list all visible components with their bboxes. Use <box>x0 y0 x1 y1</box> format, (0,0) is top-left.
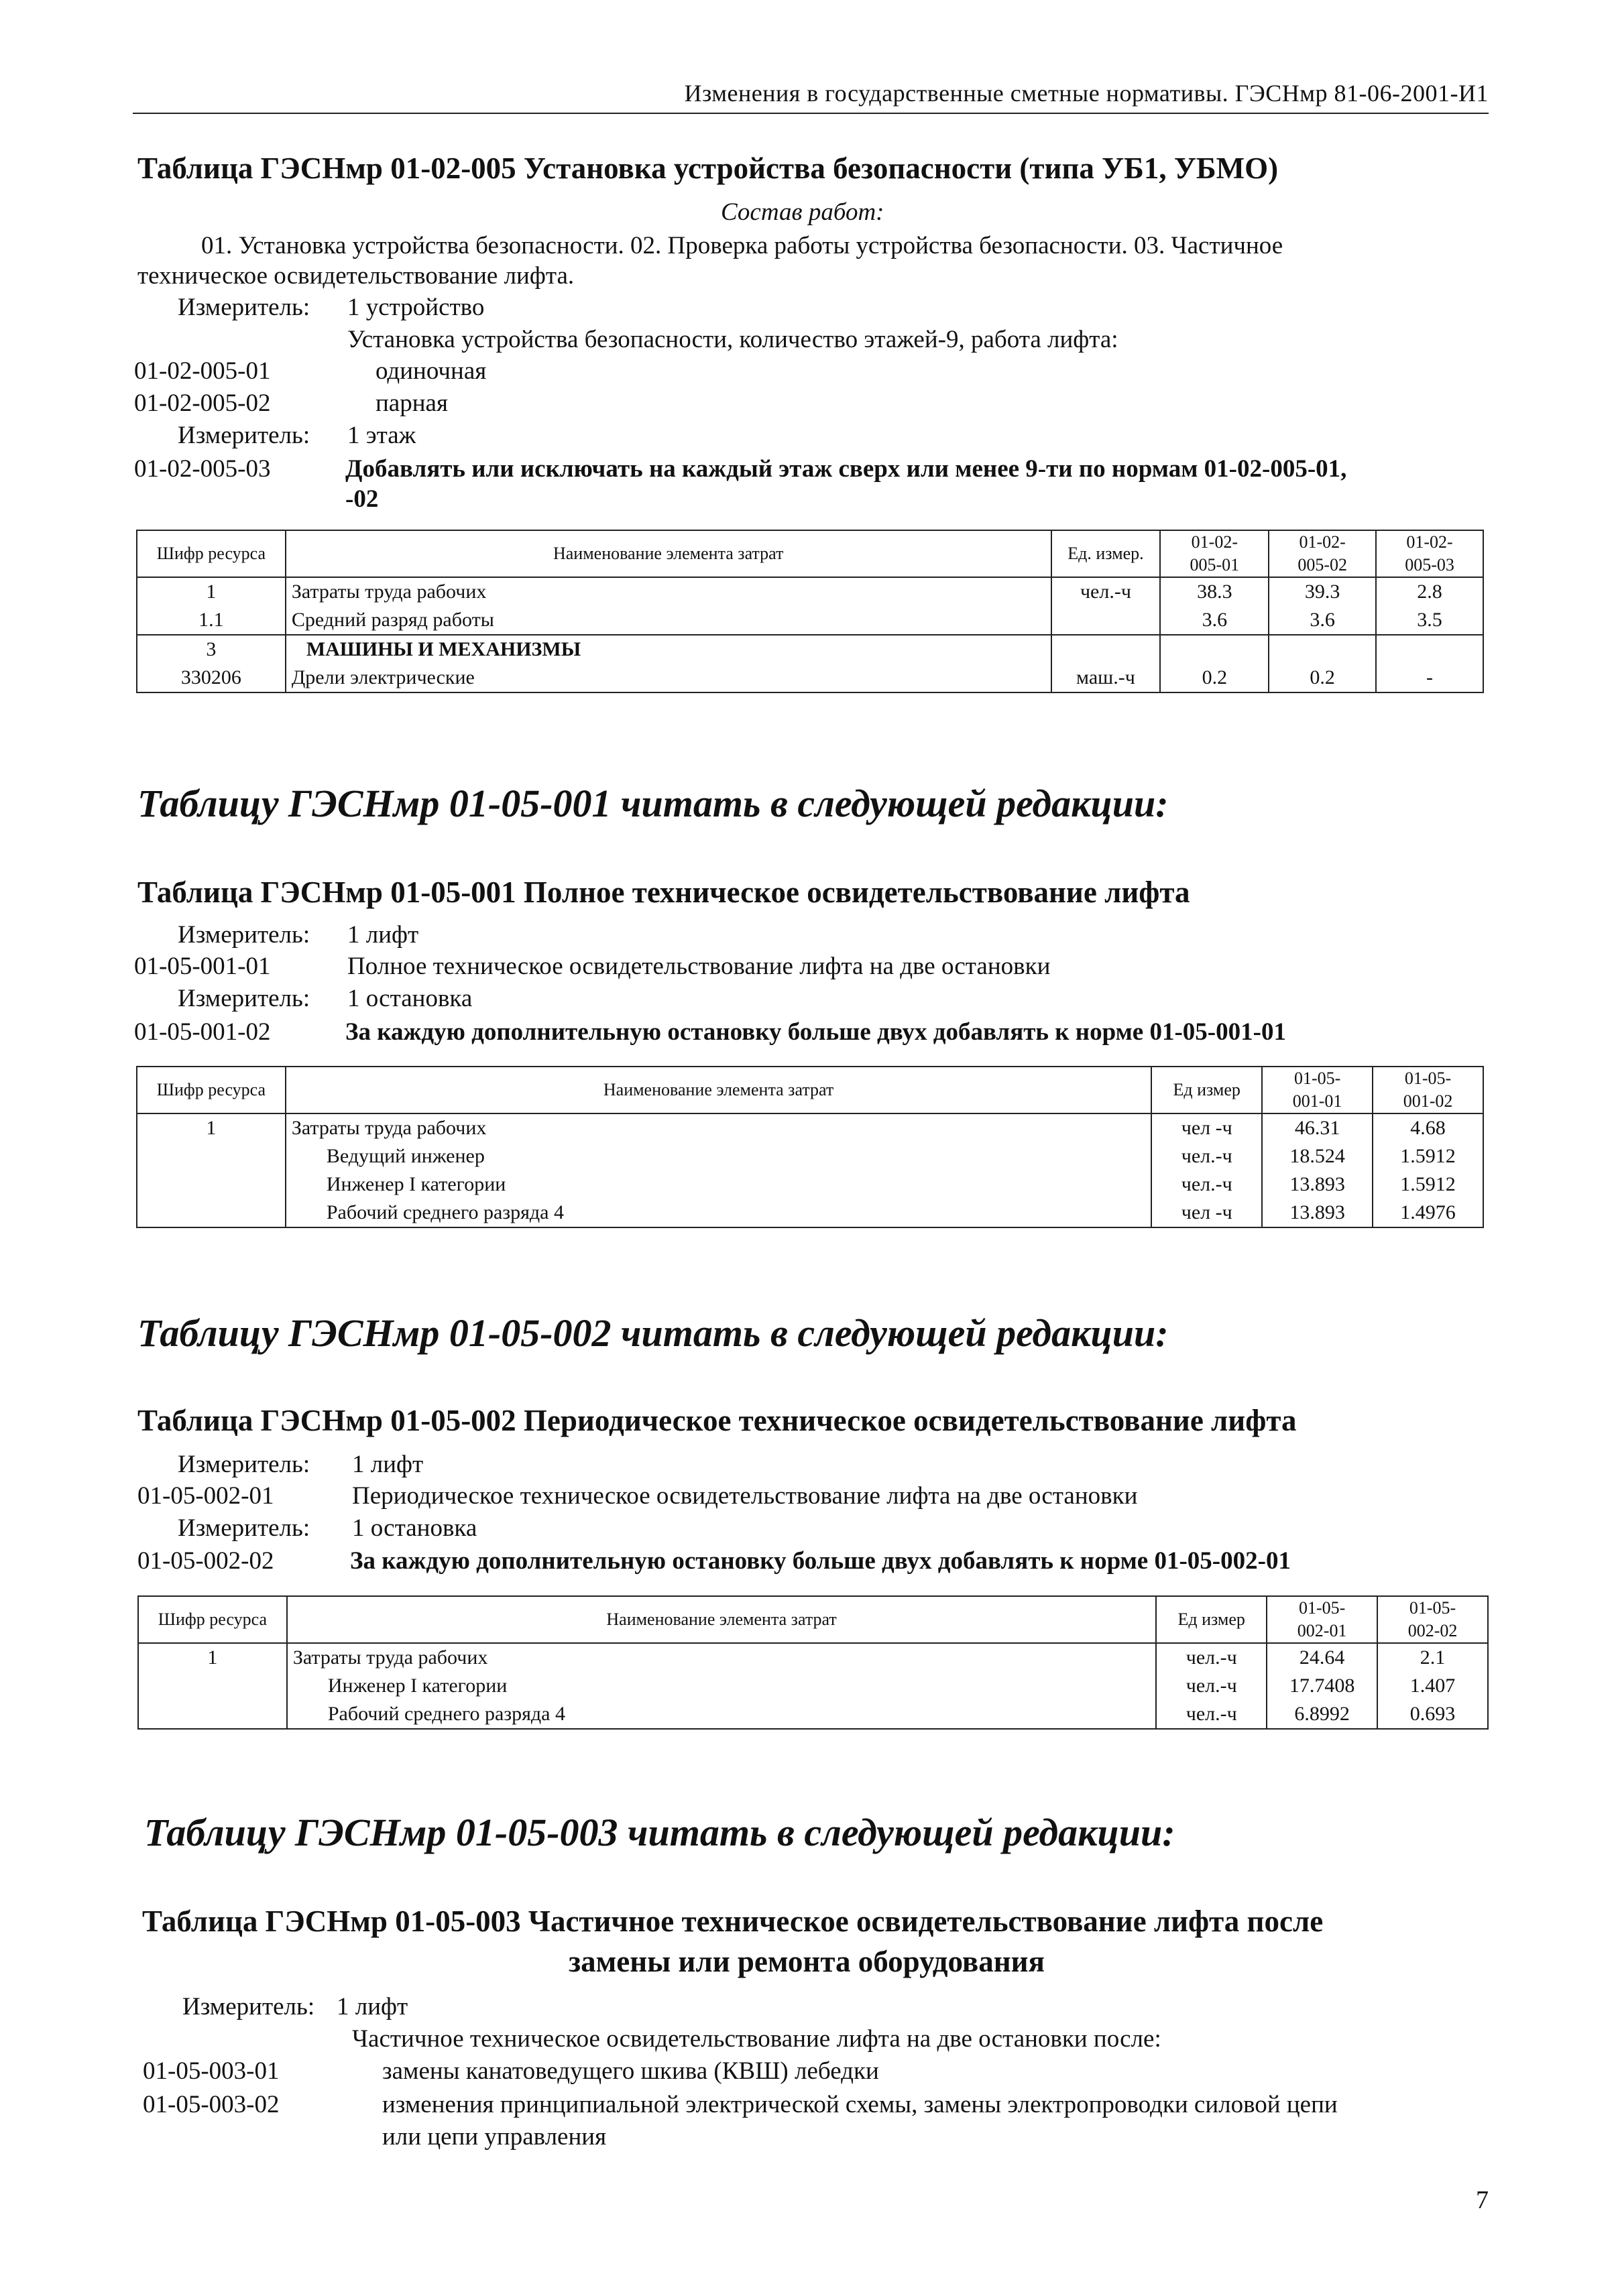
table-row <box>137 577 1483 606</box>
col-header-norm: 01-05- 002-01 <box>1267 1596 1377 1643</box>
table-row <box>137 1199 1483 1227</box>
cell-unit <box>1051 635 1161 664</box>
cell-code: 1 <box>137 577 286 606</box>
table-row <box>137 1142 1483 1170</box>
measure-value: 1 лифт <box>347 921 419 949</box>
resource-table-01-05-001 <box>136 1066 1484 1228</box>
cell-code: 1 <box>138 1643 287 1672</box>
measure-value: 1 устройство <box>347 294 485 321</box>
cell-name: Затраты труда рабочих <box>286 1113 1151 1142</box>
norm-text: За каждую дополнительную остановку больше двух добавлять к норме 01-05-002-01 <box>350 1547 1291 1575</box>
table-row <box>138 1643 1488 1672</box>
norm-intro: Установка устройства безопасности, количество этажей-9, работа лифта: <box>347 326 1118 353</box>
cell-value: 3.6 <box>1269 606 1376 635</box>
cell-value: 38.3 <box>1160 577 1269 606</box>
norm-intro: Частичное техническое освидетельствование лифта на две остановки после: <box>352 2025 1161 2053</box>
resource-table-01-02-005 <box>136 530 1484 693</box>
norm-code: 01-05-003-02 <box>143 2091 280 2118</box>
col-header-unit: Ед измер <box>1156 1596 1267 1643</box>
col-header-code: Шифр ресурса <box>138 1596 287 1643</box>
norm-code: 01-02-005-02 <box>134 389 271 417</box>
cell-code <box>138 1700 287 1729</box>
cell-value: 2.1 <box>1377 1643 1488 1672</box>
cell-code: 1.1 <box>137 606 286 635</box>
measure-value: 1 лифт <box>337 1993 408 2020</box>
cell-name: Дрели электрические <box>286 664 1051 692</box>
col-header-code: Шифр ресурса <box>137 530 286 577</box>
norm-text: Полное техническое освидетельствование лифта на две остановки <box>347 953 1051 980</box>
col-header-unit: Ед измер <box>1151 1067 1262 1113</box>
norm-code: 01-02-005-03 <box>134 455 271 483</box>
norm-text: изменения принципиальной электрической схемы, замены электропроводки силовой цепи <box>382 2091 1338 2118</box>
col-header-code: Шифр ресурса <box>137 1067 286 1113</box>
table-title-01-05-003-cont: замены или ремонта оборудования <box>569 1945 1045 1978</box>
cell-unit: чел.-ч <box>1151 1142 1262 1170</box>
cell-name: Затраты труда рабочих <box>286 577 1051 606</box>
table-row <box>137 664 1483 692</box>
cell-value: 17.7408 <box>1267 1672 1377 1700</box>
cell-name: МАШИНЫ И МЕХАНИЗМЫ <box>286 635 1051 664</box>
measure-value: 1 лифт <box>352 1451 424 1478</box>
cell-name: Инженер I категории <box>286 1170 1151 1199</box>
col-header-norm: 01-05- 001-02 <box>1373 1067 1483 1113</box>
cell-name: Ведущий инженер <box>286 1142 1151 1170</box>
redaction-note-01-05-003: Таблицу ГЭСНмр 01-05-003 читать в следующей редакции: <box>144 1811 1175 1854</box>
cell-unit: чел.-ч <box>1151 1170 1262 1199</box>
cell-value: 39.3 <box>1269 577 1376 606</box>
norm-text: парная <box>376 389 448 417</box>
header-rule <box>133 113 1489 114</box>
cell-unit: чел.-ч <box>1156 1700 1267 1729</box>
table-row <box>137 1170 1483 1199</box>
measure-label: Измеритель: <box>182 1993 315 2020</box>
cell-value: 6.8992 <box>1267 1700 1377 1729</box>
cell-unit: чел.-ч <box>1051 577 1161 606</box>
cell-value: 3.5 <box>1376 606 1483 635</box>
cell-value <box>1160 635 1269 664</box>
work-composition-text-2: техническое освидетельствование лифта. <box>137 262 575 290</box>
norm-code: 01-05-001-01 <box>134 953 271 980</box>
cell-value: 1.5912 <box>1373 1170 1483 1199</box>
cell-code: 1 <box>137 1113 286 1142</box>
table-row <box>138 1672 1488 1700</box>
table-title-01-05-002: Таблица ГЭСНмр 01-05-002 Периодическое техническое освидетельствование лифта <box>137 1404 1297 1437</box>
cell-code <box>137 1199 286 1227</box>
table-title-01-02-005: Таблица ГЭСНмр 01-02-005 Установка устройства безопасности (типа УБ1, УБМО) <box>137 152 1279 185</box>
cell-value: 0.2 <box>1269 664 1376 692</box>
cell-name: Инженер I категории <box>287 1672 1156 1700</box>
norm-text-cont: -02 <box>345 485 379 513</box>
cell-value: 1.4976 <box>1373 1199 1483 1227</box>
col-header-norm: 01-02- 005-01 <box>1160 530 1269 577</box>
norm-text: Добавлять или исключать на каждый этаж сверх или менее 9-ти по нормам 01-02-005-01, <box>345 455 1347 483</box>
redaction-note-01-05-002: Таблицу ГЭСНмр 01-05-002 читать в следующей редакции: <box>137 1311 1169 1355</box>
cell-code <box>138 1672 287 1700</box>
cell-unit: маш.-ч <box>1051 664 1161 692</box>
col-header-norm: 01-05- 001-01 <box>1262 1067 1373 1113</box>
col-header-name: Наименование элемента затрат <box>286 530 1051 577</box>
norm-code: 01-05-003-01 <box>143 2057 280 2085</box>
resource-table-01-05-002 <box>137 1595 1489 1730</box>
cell-unit: чел.-ч <box>1156 1672 1267 1700</box>
norm-code: 01-05-001-02 <box>134 1018 271 1046</box>
cell-value: 46.31 <box>1262 1113 1373 1142</box>
cell-value: 3.6 <box>1160 606 1269 635</box>
running-header: Изменения в государственные сметные нормативы. ГЭСНмр 81-06-2001-И1 <box>684 80 1489 107</box>
measure-label: Измеритель: <box>178 921 310 949</box>
cell-unit: чел.-ч <box>1156 1643 1267 1672</box>
cell-name: Рабочий среднего разряда 4 <box>287 1700 1156 1729</box>
norm-text: Периодическое техническое освидетельствование лифта на две остановки <box>352 1482 1138 1510</box>
table-row <box>137 1113 1483 1142</box>
cell-unit: чел -ч <box>1151 1113 1262 1142</box>
col-header-name: Наименование элемента затрат <box>286 1067 1151 1113</box>
cell-unit <box>1051 606 1161 635</box>
cell-value: 0.693 <box>1377 1700 1488 1729</box>
measure-value: 1 остановка <box>352 1514 477 1542</box>
table-title-01-05-001: Таблица ГЭСНмр 01-05-001 Полное техническое освидетельствование лифта <box>137 875 1190 909</box>
cell-value: 1.5912 <box>1373 1142 1483 1170</box>
cell-code <box>137 1142 286 1170</box>
cell-code: 3 <box>137 635 286 664</box>
table-row <box>137 635 1483 664</box>
page-number: 7 <box>1476 2186 1489 2214</box>
norm-text-cont: или цепи управления <box>382 2123 607 2151</box>
norm-text: замены канатоведущего шкива (КВШ) лебедки <box>382 2057 879 2085</box>
measure-label: Измеритель: <box>178 1514 310 1542</box>
cell-value: 1.407 <box>1377 1672 1488 1700</box>
norm-text: одиночная <box>376 357 487 385</box>
cell-value: - <box>1376 664 1483 692</box>
measure-value: 1 остановка <box>347 985 473 1012</box>
cell-code: 330206 <box>137 664 286 692</box>
norm-code: 01-02-005-01 <box>134 357 271 385</box>
norm-code: 01-05-002-02 <box>137 1547 274 1575</box>
measure-label: Измеритель: <box>178 294 310 321</box>
col-header-name: Наименование элемента затрат <box>287 1596 1156 1643</box>
col-header-unit: Ед. измер. <box>1051 530 1161 577</box>
measure-label: Измеритель: <box>178 1451 310 1478</box>
work-composition-text-1: 01. Установка устройства безопасности. 02. Проверка работы устройства безопасности. 03. Частичное <box>201 232 1283 259</box>
cell-name: Рабочий среднего разряда 4 <box>286 1199 1151 1227</box>
table-title-01-05-003: Таблица ГЭСНмр 01-05-003 Частичное техническое освидетельствование лифта после <box>142 1905 1324 1938</box>
norm-code: 01-05-002-01 <box>137 1482 274 1510</box>
cell-name: Затраты труда рабочих <box>287 1643 1156 1672</box>
cell-unit: чел -ч <box>1151 1199 1262 1227</box>
measure-value: 1 этаж <box>347 422 416 449</box>
cell-value: 0.2 <box>1160 664 1269 692</box>
col-header-norm: 01-02- 005-02 <box>1269 530 1376 577</box>
work-composition-label: Состав работ: <box>721 198 884 226</box>
cell-value: 13.893 <box>1262 1170 1373 1199</box>
cell-name: Средний разряд работы <box>286 606 1051 635</box>
cell-value <box>1269 635 1376 664</box>
table-row <box>137 606 1483 635</box>
cell-code <box>137 1170 286 1199</box>
table-row <box>138 1700 1488 1729</box>
col-header-norm: 01-02- 005-03 <box>1376 530 1483 577</box>
col-header-norm: 01-05- 002-02 <box>1377 1596 1488 1643</box>
measure-label: Измеритель: <box>178 985 310 1012</box>
cell-value <box>1376 635 1483 664</box>
redaction-note-01-05-001: Таблицу ГЭСНмр 01-05-001 читать в следующей редакции: <box>137 782 1169 825</box>
cell-value: 2.8 <box>1376 577 1483 606</box>
cell-value: 13.893 <box>1262 1199 1373 1227</box>
measure-label: Измеритель: <box>178 422 310 449</box>
norm-text: За каждую дополнительную остановку больше двух добавлять к норме 01-05-001-01 <box>345 1018 1286 1046</box>
cell-value: 4.68 <box>1373 1113 1483 1142</box>
cell-value: 18.524 <box>1262 1142 1373 1170</box>
cell-value: 24.64 <box>1267 1643 1377 1672</box>
